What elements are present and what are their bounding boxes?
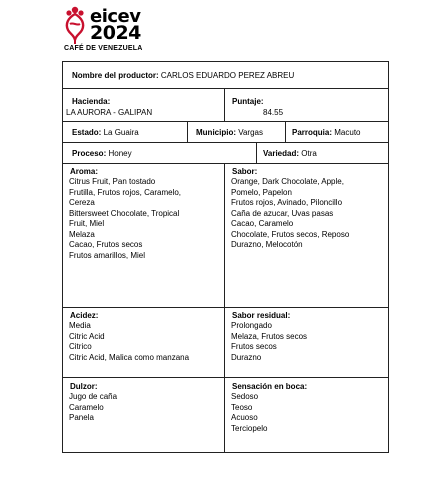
list-item: Teoso [231,402,253,412]
list-item: Sedoso [231,392,259,401]
list-item: Melaza [69,229,95,239]
process-value: Honey [108,149,132,158]
farm-label: Hacienda: [72,97,111,106]
parish-field [292,128,360,138]
list-item: Frutos secos [231,342,277,351]
list-item: Prolongado [231,321,272,330]
eicev-logo [62,4,162,54]
row-divider [63,452,388,453]
list-item: Acuoso [231,413,258,422]
aroma-label: Aroma: [70,167,99,176]
score-label: Puntaje: [232,97,264,106]
list-item: Jugo de caña [69,392,118,401]
list-item: Citrico [69,342,92,351]
logo-name: eicev [90,6,141,27]
list-item: Fruit, Miel [69,219,105,228]
list-item: Pomelo, Papelon [231,187,292,197]
aroma-list [69,177,181,261]
producer-value: CARLOS EDUARDO PEREZ ABREU [160,71,295,80]
list-item: Cacao, Frutos secos [69,240,143,249]
list-item: Caña de azucar, Uvas pasas [231,208,334,218]
sweetness-list [69,392,117,424]
aftertaste-label: Sabor residual: [232,311,291,320]
list-item: Orange, Dark Chocolate, Apple, [231,177,344,186]
list-item: Durazno, Melocotón [231,240,303,249]
mouthfeel-list [231,392,267,434]
list-item: Citric Acid, Malica como manzana [69,352,190,362]
flavor-list [231,177,349,251]
list-item: Citric Acid [69,331,105,341]
list-item: Cacao, Caramelo [231,219,294,228]
municipality-value: Vargas [238,128,263,137]
process-field [72,149,132,159]
row-divider [63,163,388,164]
producer-label: Nombre del productor: [72,71,159,80]
list-item: Bittersweet Chocolate, Tropical [69,208,180,218]
row-divider [63,377,388,378]
state-value: La Guaira [103,128,139,137]
column-divider [224,163,225,452]
state-label: Estado: [72,128,102,137]
list-item: Terciopelo [231,423,268,433]
column-divider [224,88,225,121]
municipality-field [196,128,263,138]
coffee-profile-sheet [62,61,389,453]
mouthfeel-label: Sensación en boca: [232,382,308,391]
column-divider [187,121,188,142]
list-item: Melaza, Frutos secos [231,331,308,341]
flavor-label: Sabor: [232,167,258,176]
score-value: 84.55 [263,108,284,117]
row-divider [63,142,388,143]
sweetness-label: Dulzor: [70,382,98,391]
list-item: Frutos rojos, Avinado, Piloncillo [231,198,343,207]
row-divider [63,307,388,308]
list-item: Panela [69,413,94,422]
variety-label: Variedad: [263,149,300,158]
logo-year: 2024 [90,22,141,44]
parish-value: Macuto [334,128,361,137]
variety-value: Otra [301,149,317,158]
list-item: Cereza [69,198,95,207]
municipality-label: Municipio: [196,128,236,137]
aftertaste-list [231,321,307,363]
process-label: Proceso: [72,149,107,158]
list-item: Durazno [231,352,262,362]
logo-subtitle: CAFÉ DE VENEZUELA [64,45,143,52]
row-divider [63,121,388,122]
list-item: Caramelo [69,402,104,412]
list-item: Chocolate, Frutos secos, Reposo [231,229,350,239]
state-field [72,128,139,138]
variety-field [263,149,317,159]
list-item: Frutos amarillos, Miel [69,250,146,260]
coffee-flower-icon [62,4,88,44]
acidity-list [69,321,189,363]
acidity-label: Acidez: [70,311,99,320]
list-item: Frutilla, Frutos rojos, Caramelo, [69,187,182,197]
list-item: Citrus Fruit, Pan tostado [69,177,156,186]
producer-field [72,71,294,81]
farm-value: LA AURORA - GALIPAN [66,108,153,117]
list-item: Media [69,321,91,330]
parish-label: Parroquia: [292,128,333,137]
column-divider [285,121,286,142]
row-divider [63,88,388,89]
column-divider [256,142,257,163]
